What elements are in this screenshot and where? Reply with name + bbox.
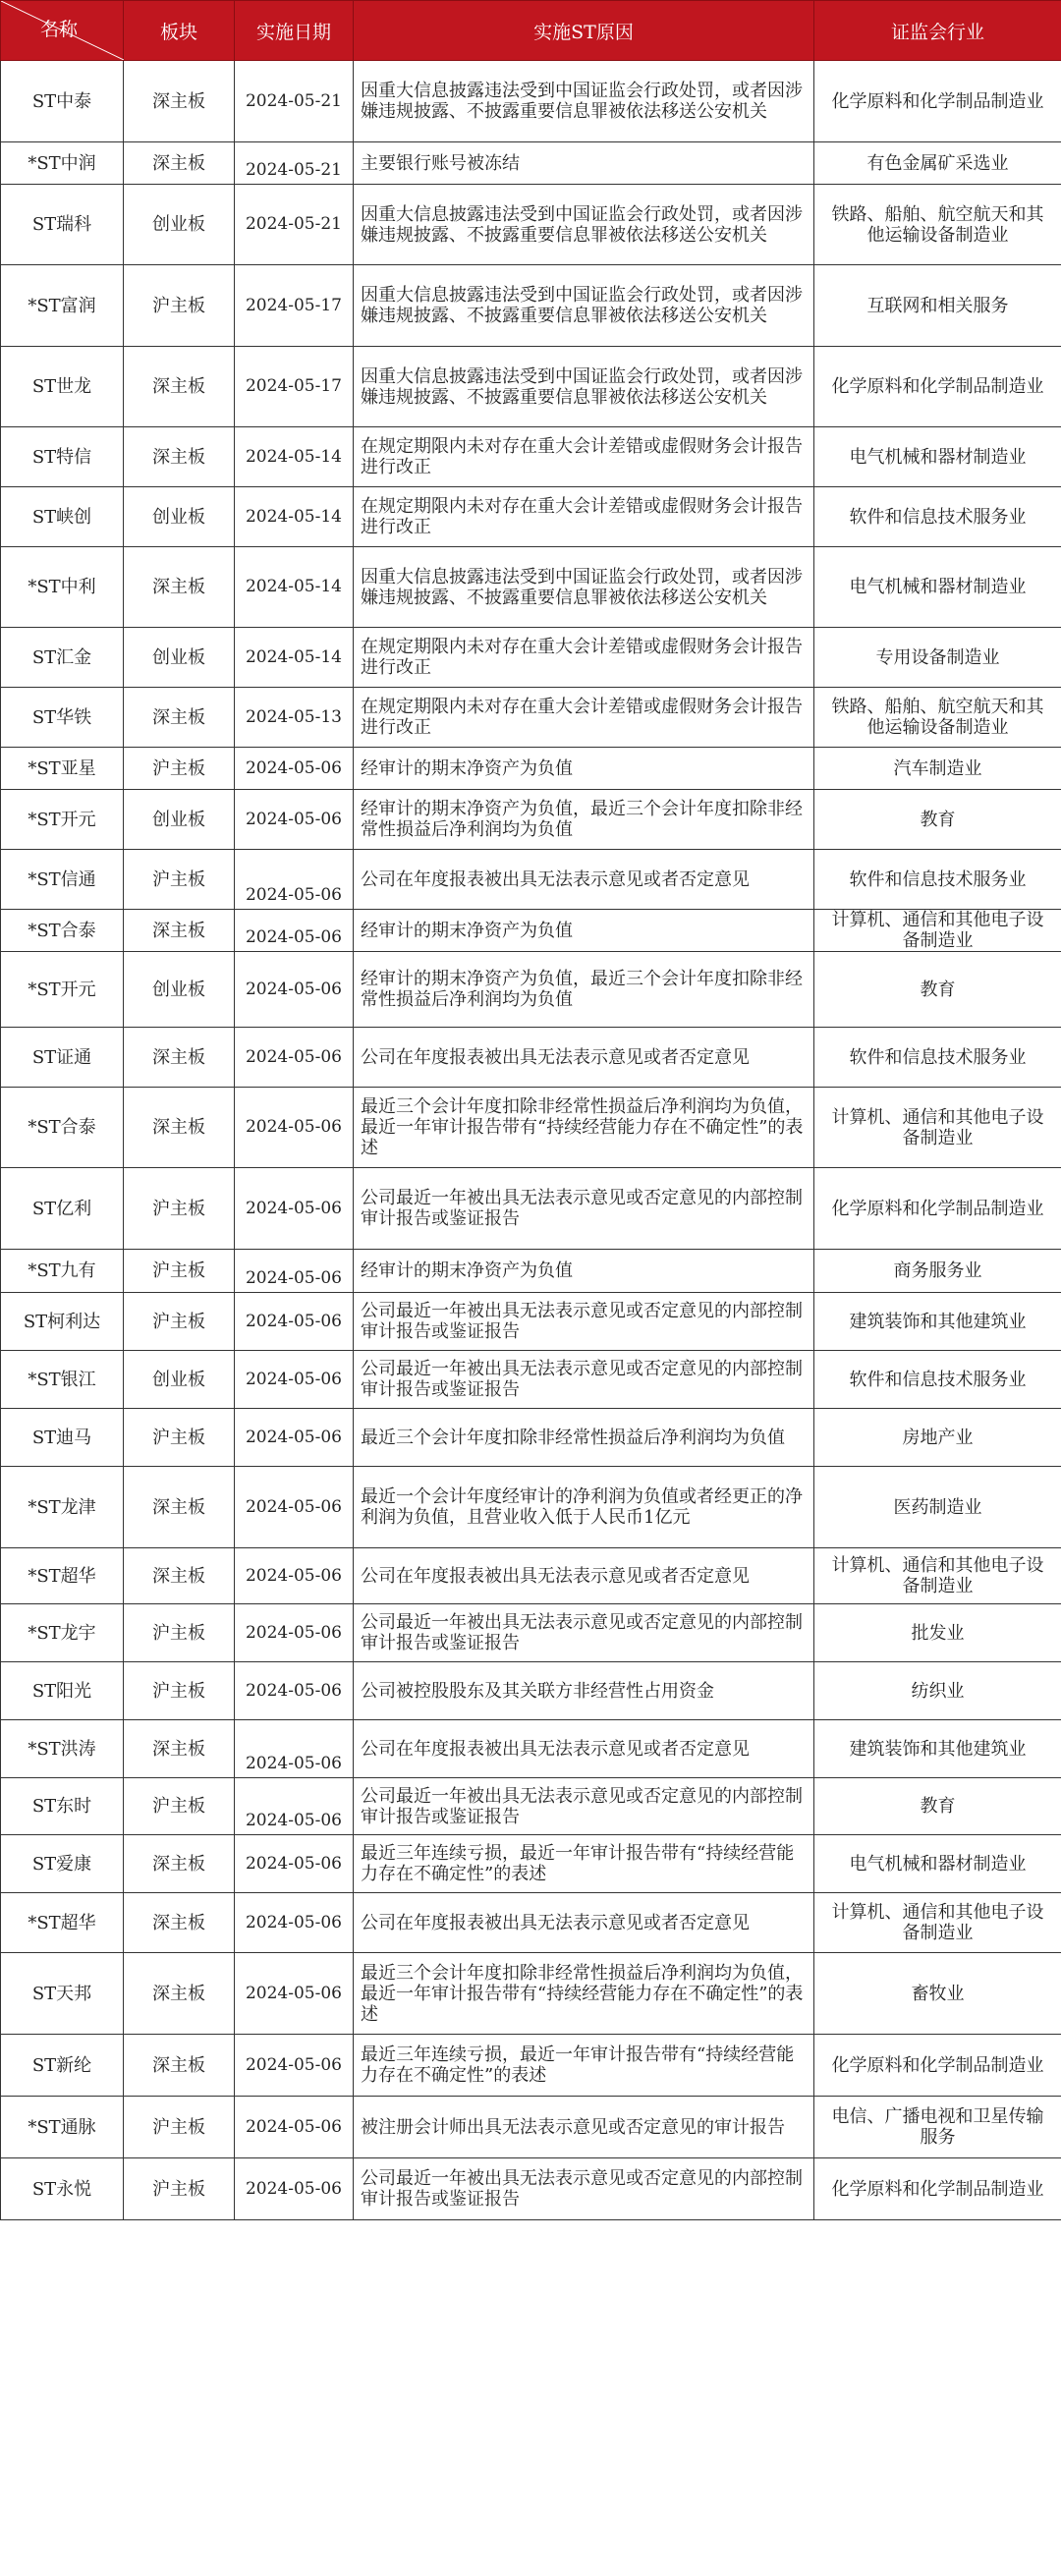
board-cell: 深主板 bbox=[124, 142, 235, 185]
board-cell: 沪主板 bbox=[124, 2097, 235, 2158]
industry-cell: 纺织业 bbox=[814, 1662, 1061, 1720]
date-cell: 2024-05-21 bbox=[235, 142, 354, 185]
table-row bbox=[1, 1351, 1061, 1409]
date-cell: 2024-05-06 bbox=[235, 1835, 354, 1893]
date-cell: 2024-05-06 bbox=[235, 1168, 354, 1250]
industry-cell: 教育 bbox=[814, 1778, 1061, 1835]
board-cell: 深主板 bbox=[124, 427, 235, 487]
table-row bbox=[1, 1662, 1061, 1720]
st-reason-cell: 因重大信息披露违法受到中国证监会行政处罚，或者因涉嫌违规披露、不披露重要信息罪被依法移送公安机关 bbox=[354, 547, 814, 628]
board-cell: 沪主板 bbox=[124, 265, 235, 347]
st-reason-cell: 公司被控股股东及其关联方非经营性占用资金 bbox=[354, 1662, 814, 1720]
date-cell: 2024-05-06 bbox=[235, 748, 354, 790]
st-reason-cell: 经审计的期末净资产为负值 bbox=[354, 748, 814, 790]
st-reason-cell: 主要银行账号被冻结 bbox=[354, 142, 814, 185]
table-row bbox=[1, 487, 1061, 547]
industry-cell: 专用设备制造业 bbox=[814, 628, 1061, 688]
header-name-label: 名称 bbox=[40, 19, 79, 40]
stock-name-cell: ST汇金 bbox=[1, 628, 124, 688]
industry-cell: 互联网和相关服务 bbox=[814, 265, 1061, 347]
board-cell: 深主板 bbox=[124, 2035, 235, 2097]
st-reason-cell: 因重大信息披露违法受到中国证监会行政处罚，或者因涉嫌违规披露、不披露重要信息罪被依法移送公安机关 bbox=[354, 347, 814, 427]
stock-name-cell: ST中泰 bbox=[1, 61, 124, 142]
st-reason-cell: 最近三年连续亏损，最近一年审计报告带有“持续经营能力存在不确定性”的表述 bbox=[354, 1835, 814, 1893]
date-cell: 2024-05-06 bbox=[235, 1351, 354, 1409]
stock-name-cell: ST迪马 bbox=[1, 1409, 124, 1467]
table-row bbox=[1, 790, 1061, 850]
date-cell: 2024-05-21 bbox=[235, 61, 354, 142]
industry-cell: 铁路、船舶、航空航天和其他运输设备制造业 bbox=[814, 185, 1061, 265]
table-row bbox=[1, 748, 1061, 790]
header-industry: 证监会行业 bbox=[814, 1, 1061, 61]
industry-cell: 有色金属矿采选业 bbox=[814, 142, 1061, 185]
board-cell: 创业板 bbox=[124, 790, 235, 850]
st-reason-cell: 公司最近一年被出具无法表示意见或否定意见的内部控制审计报告或鉴证报告 bbox=[354, 1778, 814, 1835]
stock-name-cell: *ST九有 bbox=[1, 1250, 124, 1293]
stock-name-cell: ST东时 bbox=[1, 1778, 124, 1835]
date-cell: 2024-05-17 bbox=[235, 265, 354, 347]
date-cell: 2024-05-06 bbox=[235, 1662, 354, 1720]
stock-name-cell: ST亿利 bbox=[1, 1168, 124, 1250]
st-reason-cell: 公司在年度报表被出具无法表示意见或者否定意见 bbox=[354, 850, 814, 910]
date-cell: 2024-05-13 bbox=[235, 688, 354, 748]
table-body bbox=[1, 61, 1061, 2220]
st-reason-cell: 公司最近一年被出具无法表示意见或否定意见的内部控制审计报告或鉴证报告 bbox=[354, 1351, 814, 1409]
st-reason-cell: 在规定期限内未对存在重大会计差错或虚假财务会计报告进行改正 bbox=[354, 688, 814, 748]
st-reason-cell: 公司最近一年被出具无法表示意见或否定意见的内部控制审计报告或鉴证报告 bbox=[354, 2158, 814, 2220]
stock-name-cell: *ST超华 bbox=[1, 1893, 124, 1953]
table-row bbox=[1, 265, 1061, 347]
table-row bbox=[1, 2158, 1061, 2220]
table-row bbox=[1, 1548, 1061, 1604]
stock-name-cell: *ST合泰 bbox=[1, 1088, 124, 1168]
board-cell: 深主板 bbox=[124, 1720, 235, 1778]
st-reason-cell: 被注册会计师出具无法表示意见或否定意见的审计报告 bbox=[354, 2097, 814, 2158]
date-cell: 2024-05-06 bbox=[235, 2097, 354, 2158]
table-row bbox=[1, 1835, 1061, 1893]
date-cell: 2024-05-06 bbox=[235, 2035, 354, 2097]
table-row bbox=[1, 142, 1061, 185]
board-cell: 创业板 bbox=[124, 185, 235, 265]
board-cell: 深主板 bbox=[124, 1893, 235, 1953]
stock-name-cell: ST新纶 bbox=[1, 2035, 124, 2097]
header-row bbox=[1, 1, 1061, 61]
st-reason-cell: 最近三个会计年度扣除非经常性损益后净利润均为负值，最近一年审计报告带有“持续经营能力存在不确定性”的表述 bbox=[354, 1088, 814, 1168]
industry-cell: 商务服务业 bbox=[814, 1250, 1061, 1293]
board-cell: 创业板 bbox=[124, 628, 235, 688]
date-cell: 2024-05-06 bbox=[235, 1293, 354, 1351]
st-reason-cell: 因重大信息披露违法受到中国证监会行政处罚，或者因涉嫌违规披露、不披露重要信息罪被依法移送公安机关 bbox=[354, 265, 814, 347]
st-reason-cell: 公司最近一年被出具无法表示意见或否定意见的内部控制审计报告或鉴证报告 bbox=[354, 1293, 814, 1351]
st-reason-cell: 公司最近一年被出具无法表示意见或否定意见的内部控制审计报告或鉴证报告 bbox=[354, 1604, 814, 1662]
stock-name-cell: ST华铁 bbox=[1, 688, 124, 748]
st-reason-cell: 最近三个会计年度扣除非经常性损益后净利润均为负值，最近一年审计报告带有“持续经营能力存在不确定性”的表述 bbox=[354, 1953, 814, 2035]
board-cell: 沪主板 bbox=[124, 2158, 235, 2220]
board-cell: 创业板 bbox=[124, 487, 235, 547]
header-reason: 实施ST原因 bbox=[354, 1, 814, 61]
st-reason-cell: 公司在年度报表被出具无法表示意见或者否定意见 bbox=[354, 1548, 814, 1604]
industry-cell: 教育 bbox=[814, 952, 1061, 1028]
board-cell: 沪主板 bbox=[124, 1250, 235, 1293]
board-cell: 深主板 bbox=[124, 347, 235, 427]
industry-cell: 化学原料和化学制品制造业 bbox=[814, 2035, 1061, 2097]
table-row bbox=[1, 1778, 1061, 1835]
table-row bbox=[1, 1293, 1061, 1351]
table-row bbox=[1, 1250, 1061, 1293]
stock-name-cell: *ST超华 bbox=[1, 1548, 124, 1604]
date-cell: 2024-05-14 bbox=[235, 547, 354, 628]
header-board: 板块 bbox=[124, 1, 235, 61]
stock-name-cell: *ST富润 bbox=[1, 265, 124, 347]
board-cell: 深主板 bbox=[124, 1835, 235, 1893]
industry-cell: 计算机、通信和其他电子设备制造业 bbox=[814, 1893, 1061, 1953]
board-cell: 深主板 bbox=[124, 1088, 235, 1168]
board-cell: 创业板 bbox=[124, 952, 235, 1028]
table-row bbox=[1, 1467, 1061, 1548]
stock-name-cell: ST柯利达 bbox=[1, 1293, 124, 1351]
table-row bbox=[1, 1028, 1061, 1088]
stock-name-cell: *ST开元 bbox=[1, 952, 124, 1028]
date-cell: 2024-05-06 bbox=[235, 790, 354, 850]
table-row bbox=[1, 185, 1061, 265]
st-reason-cell: 因重大信息披露违法受到中国证监会行政处罚，或者因涉嫌违规披露、不披露重要信息罪被依法移送公安机关 bbox=[354, 185, 814, 265]
board-cell: 沪主板 bbox=[124, 1293, 235, 1351]
industry-cell: 计算机、通信和其他电子设备制造业 bbox=[814, 1548, 1061, 1604]
table-row bbox=[1, 427, 1061, 487]
industry-cell: 建筑装饰和其他建筑业 bbox=[814, 1720, 1061, 1778]
industry-cell: 铁路、船舶、航空航天和其他运输设备制造业 bbox=[814, 688, 1061, 748]
date-cell: 2024-05-06 bbox=[235, 1778, 354, 1835]
industry-cell: 电气机械和器材制造业 bbox=[814, 427, 1061, 487]
table-row bbox=[1, 1893, 1061, 1953]
board-cell: 深主板 bbox=[124, 1548, 235, 1604]
stock-name-cell: *ST银江 bbox=[1, 1351, 124, 1409]
table-row bbox=[1, 2097, 1061, 2158]
date-cell: 2024-05-14 bbox=[235, 427, 354, 487]
header-name bbox=[1, 1, 124, 61]
stock-name-cell: ST爱康 bbox=[1, 1835, 124, 1893]
date-cell: 2024-05-06 bbox=[235, 850, 354, 910]
stock-name-cell: ST峡创 bbox=[1, 487, 124, 547]
table-row bbox=[1, 1604, 1061, 1662]
table-row bbox=[1, 2035, 1061, 2097]
st-reason-cell: 因重大信息披露违法受到中国证监会行政处罚，或者因涉嫌违规披露、不披露重要信息罪被依法移送公安机关 bbox=[354, 61, 814, 142]
header-date: 实施日期 bbox=[235, 1, 354, 61]
stock-name-cell: *ST合泰 bbox=[1, 910, 124, 952]
board-cell: 深主板 bbox=[124, 1028, 235, 1088]
industry-cell: 医药制造业 bbox=[814, 1467, 1061, 1548]
stock-name-cell: *ST龙宇 bbox=[1, 1604, 124, 1662]
stock-name-cell: *ST信通 bbox=[1, 850, 124, 910]
stock-name-cell: *ST洪涛 bbox=[1, 1720, 124, 1778]
industry-cell: 软件和信息技术服务业 bbox=[814, 850, 1061, 910]
board-cell: 沪主板 bbox=[124, 748, 235, 790]
date-cell: 2024-05-06 bbox=[235, 1953, 354, 2035]
table-row bbox=[1, 910, 1061, 952]
date-cell: 2024-05-06 bbox=[235, 1467, 354, 1548]
board-cell: 沪主板 bbox=[124, 1604, 235, 1662]
industry-cell: 汽车制造业 bbox=[814, 748, 1061, 790]
date-cell: 2024-05-06 bbox=[235, 1028, 354, 1088]
board-cell: 创业板 bbox=[124, 1351, 235, 1409]
stock-name-cell: ST证通 bbox=[1, 1028, 124, 1088]
table-row bbox=[1, 1168, 1061, 1250]
board-cell: 深主板 bbox=[124, 1953, 235, 2035]
table-row bbox=[1, 1953, 1061, 2035]
date-cell: 2024-05-06 bbox=[235, 1720, 354, 1778]
st-reason-cell: 经审计的期末净资产为负值，最近三个会计年度扣除非经常性损益后净利润均为负值 bbox=[354, 790, 814, 850]
st-reason-cell: 在规定期限内未对存在重大会计差错或虚假财务会计报告进行改正 bbox=[354, 628, 814, 688]
date-cell: 2024-05-14 bbox=[235, 628, 354, 688]
stock-name-cell: *ST亚星 bbox=[1, 748, 124, 790]
st-reason-cell: 经审计的期末净资产为负值 bbox=[354, 910, 814, 952]
stock-name-cell: *ST中利 bbox=[1, 547, 124, 628]
table-row bbox=[1, 1720, 1061, 1778]
date-cell: 2024-05-06 bbox=[235, 1548, 354, 1604]
table-row bbox=[1, 61, 1061, 142]
board-cell: 沪主板 bbox=[124, 1409, 235, 1467]
industry-cell: 电信、广播电视和卫星传输服务 bbox=[814, 2097, 1061, 2158]
stock-name-cell: ST特信 bbox=[1, 427, 124, 487]
industry-cell: 畜牧业 bbox=[814, 1953, 1061, 2035]
date-cell: 2024-05-21 bbox=[235, 185, 354, 265]
industry-cell: 化学原料和化学制品制造业 bbox=[814, 61, 1061, 142]
board-cell: 深主板 bbox=[124, 547, 235, 628]
stock-name-cell: ST天邦 bbox=[1, 1953, 124, 2035]
board-cell: 沪主板 bbox=[124, 850, 235, 910]
date-cell: 2024-05-06 bbox=[235, 1409, 354, 1467]
industry-cell: 房地产业 bbox=[814, 1409, 1061, 1467]
industry-cell: 计算机、通信和其他电子设备制造业 bbox=[814, 910, 1061, 952]
table-row bbox=[1, 1409, 1061, 1467]
industry-cell: 计算机、通信和其他电子设备制造业 bbox=[814, 1088, 1061, 1168]
st-reason-cell: 在规定期限内未对存在重大会计差错或虚假财务会计报告进行改正 bbox=[354, 427, 814, 487]
st-reason-cell: 经审计的期末净资产为负值 bbox=[354, 1250, 814, 1293]
table-header bbox=[1, 1, 1061, 61]
industry-cell: 教育 bbox=[814, 790, 1061, 850]
st-reason-cell: 公司最近一年被出具无法表示意见或否定意见的内部控制审计报告或鉴证报告 bbox=[354, 1168, 814, 1250]
board-cell: 深主板 bbox=[124, 61, 235, 142]
date-cell: 2024-05-06 bbox=[235, 1604, 354, 1662]
date-cell: 2024-05-14 bbox=[235, 487, 354, 547]
date-cell: 2024-05-06 bbox=[235, 952, 354, 1028]
industry-cell: 批发业 bbox=[814, 1604, 1061, 1662]
table-row bbox=[1, 628, 1061, 688]
stock-name-cell: *ST龙津 bbox=[1, 1467, 124, 1548]
st-reason-cell: 最近三年连续亏损，最近一年审计报告带有“持续经营能力存在不确定性”的表述 bbox=[354, 2035, 814, 2097]
table-row bbox=[1, 850, 1061, 910]
stock-name-cell: ST世龙 bbox=[1, 347, 124, 427]
stock-name-cell: ST永悦 bbox=[1, 2158, 124, 2220]
date-cell: 2024-05-06 bbox=[235, 1893, 354, 1953]
st-reason-cell: 在规定期限内未对存在重大会计差错或虚假财务会计报告进行改正 bbox=[354, 487, 814, 547]
board-cell: 沪主板 bbox=[124, 1662, 235, 1720]
st-reason-cell: 经审计的期末净资产为负值，最近三个会计年度扣除非经常性损益后净利润均为负值 bbox=[354, 952, 814, 1028]
stock-name-cell: *ST开元 bbox=[1, 790, 124, 850]
date-cell: 2024-05-06 bbox=[235, 910, 354, 952]
date-cell: 2024-05-06 bbox=[235, 1088, 354, 1168]
st-reason-cell: 公司在年度报表被出具无法表示意见或者否定意见 bbox=[354, 1893, 814, 1953]
stock-name-cell: *ST通脉 bbox=[1, 2097, 124, 2158]
date-cell: 2024-05-06 bbox=[235, 1250, 354, 1293]
stock-name-cell: ST瑞科 bbox=[1, 185, 124, 265]
st-reason-cell: 最近一个会计年度经审计的净利润为负值或者经更正的净利润为负值，且营业收入低于人民币1亿元 bbox=[354, 1467, 814, 1548]
st-reason-cell: 最近三个会计年度扣除非经常性损益后净利润均为负值 bbox=[354, 1409, 814, 1467]
table-row bbox=[1, 1088, 1061, 1168]
table-row bbox=[1, 347, 1061, 427]
industry-cell: 电气机械和器材制造业 bbox=[814, 1835, 1061, 1893]
board-cell: 沪主板 bbox=[124, 1778, 235, 1835]
st-reason-cell: 公司在年度报表被出具无法表示意见或者否定意见 bbox=[354, 1028, 814, 1088]
board-cell: 深主板 bbox=[124, 1467, 235, 1548]
board-cell: 深主板 bbox=[124, 910, 235, 952]
industry-cell: 化学原料和化学制品制造业 bbox=[814, 2158, 1061, 2220]
table-row bbox=[1, 952, 1061, 1028]
board-cell: 沪主板 bbox=[124, 1168, 235, 1250]
industry-cell: 软件和信息技术服务业 bbox=[814, 1351, 1061, 1409]
stock-name-cell: ST阳光 bbox=[1, 1662, 124, 1720]
board-cell: 深主板 bbox=[124, 688, 235, 748]
industry-cell: 建筑装饰和其他建筑业 bbox=[814, 1293, 1061, 1351]
table-row bbox=[1, 688, 1061, 748]
date-cell: 2024-05-17 bbox=[235, 347, 354, 427]
industry-cell: 化学原料和化学制品制造业 bbox=[814, 1168, 1061, 1250]
industry-cell: 软件和信息技术服务业 bbox=[814, 487, 1061, 547]
stock-name-cell: *ST中润 bbox=[1, 142, 124, 185]
date-cell: 2024-05-06 bbox=[235, 2158, 354, 2220]
industry-cell: 软件和信息技术服务业 bbox=[814, 1028, 1061, 1088]
st-reason-cell: 公司在年度报表被出具无法表示意见或者否定意见 bbox=[354, 1720, 814, 1778]
table-row bbox=[1, 547, 1061, 628]
industry-cell: 电气机械和器材制造业 bbox=[814, 547, 1061, 628]
industry-cell: 化学原料和化学制品制造业 bbox=[814, 347, 1061, 427]
